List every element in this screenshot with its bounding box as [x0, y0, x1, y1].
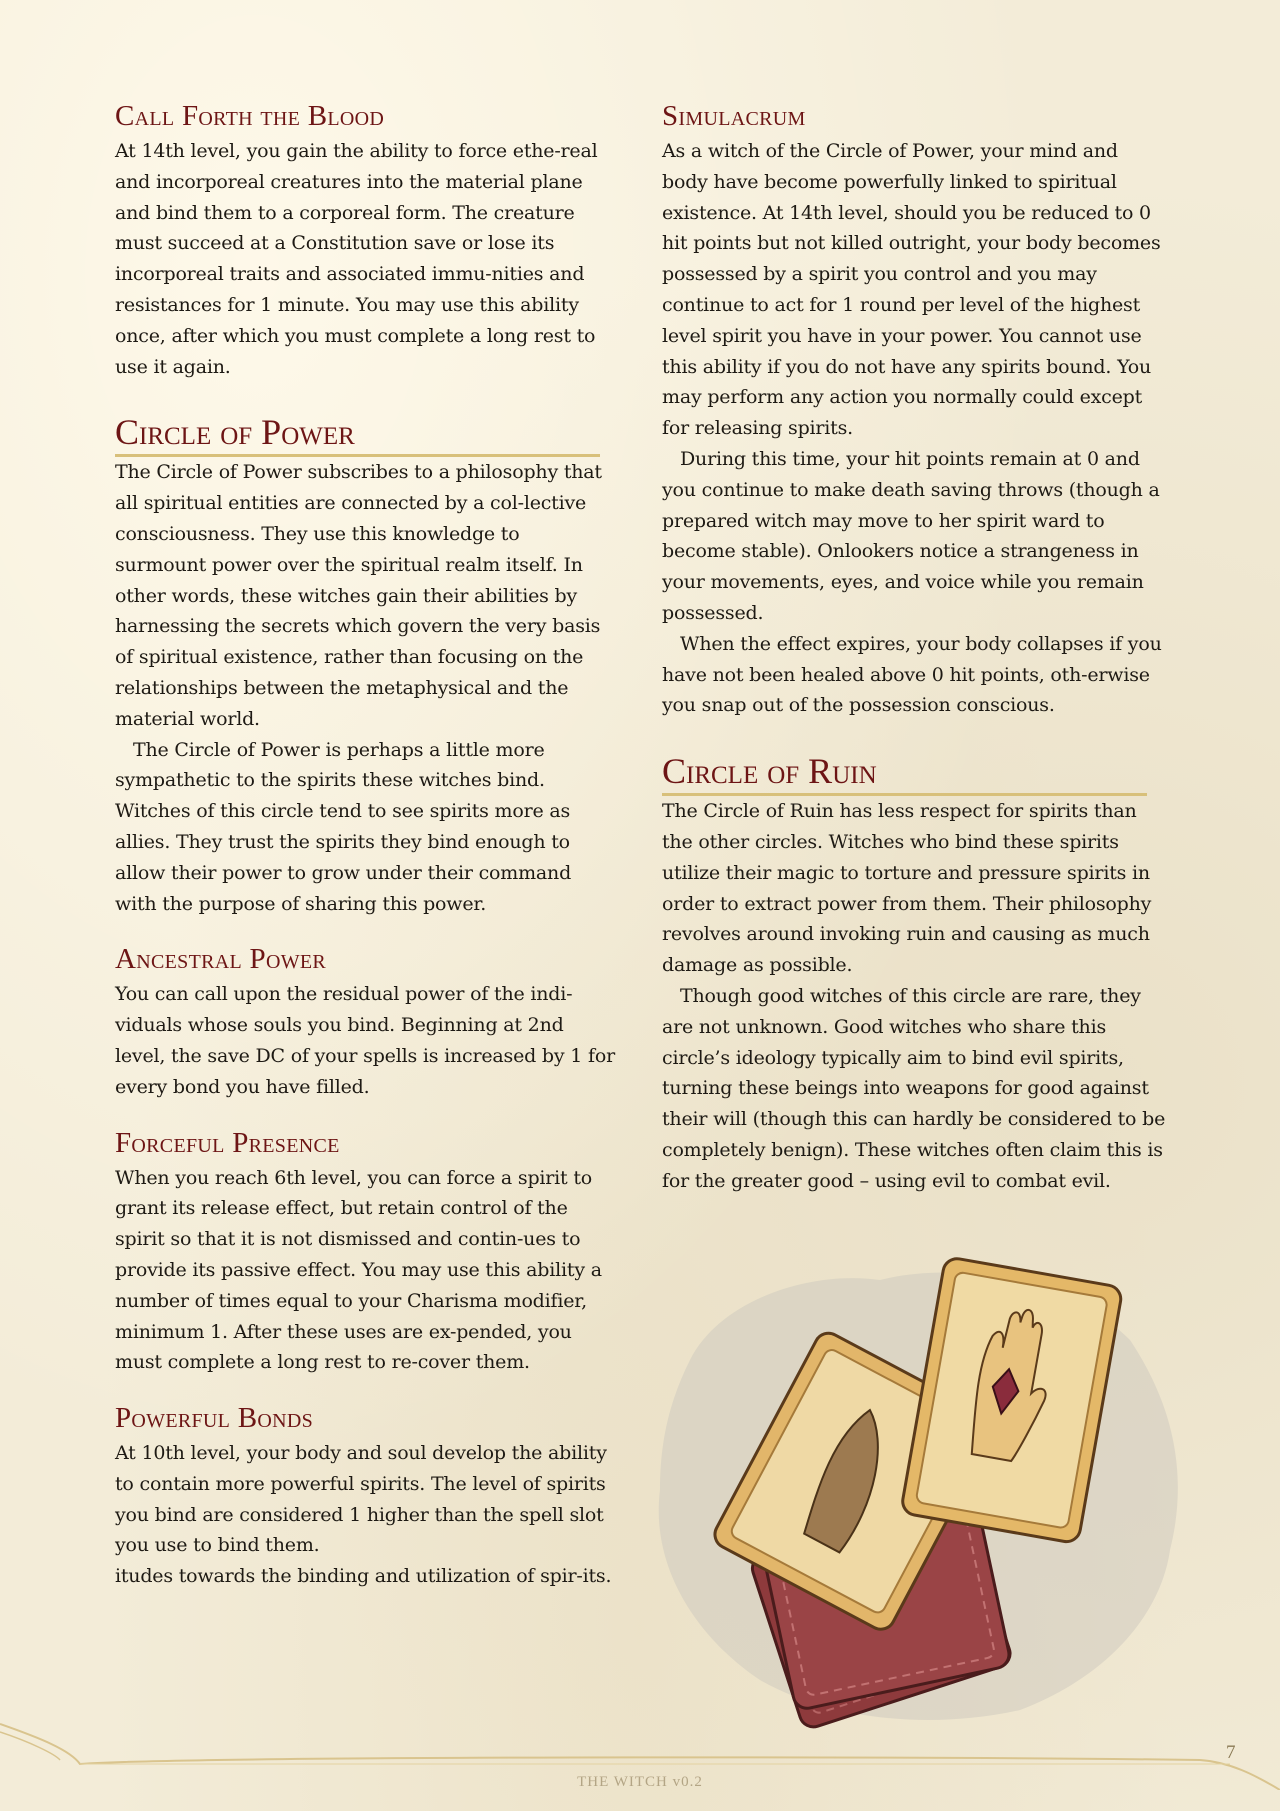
- right-column: [662, 96, 1167, 1197]
- forceful-presence-text: When you reach 6th level, you can force a spirit to grant its release effect, but retain control of the spirit so that it is not dismissed and contin-ues to provide its passive effect. You may use this ability a number of times equal to your Charisma modifier, minimum 1. After these uses are ex-pended, you must complete a long rest to re-cover them.: [115, 1166, 602, 1374]
- powerful-bonds-text: At 10th level, your body and soul develop the ability to contain more powerful spirits. The level of spirits you bind are considered 1 higher than the spell slot you use to bind them.: [115, 1442, 607, 1557]
- footer-title: THE WITCH v0.2: [577, 1774, 703, 1790]
- tarot-cards-illustration: [630, 1210, 1190, 1770]
- circle-of-power-heading: Circle of Power: [115, 410, 600, 457]
- call-forth-text: At 14th level, you gain the ability to force ethe-real and incorporeal creatures into the material plane and bind them to a corporeal form. The creature must succeed at a Constitution save or lose its incorporeal traits and associated immu-nities and resistances for 1 minute. You may use this ability once, after which you must complete a long rest to use it again.: [115, 140, 598, 378]
- call-forth-heading: Call Forth the Blood: [115, 100, 385, 132]
- forceful-presence-heading: Forceful Presence: [115, 1126, 340, 1159]
- powerful-bonds-heading: Powerful Bonds: [115, 1402, 314, 1435]
- ancestral-power-heading: Ancestral Power: [115, 943, 327, 976]
- powerful-bonds-fragment: itudes towards the binding and utilization of spir-its.: [115, 1565, 612, 1588]
- page-number: 7: [1226, 1742, 1236, 1763]
- simulacrum-p3: When the effect expires, your body collapses if you have not been healed above 0 hit points, oth-erwise you snap out of the possession conscious.: [662, 632, 1162, 717]
- circle-of-ruin-p1: The Circle of Ruin has less respect for spirits than the other circles. Witches who bind these spirits utilize their magic to torture and pressure spirits in order to extract power from them. Their philosophy revolves around invoking ruin and causing as much damage as possible.: [662, 800, 1152, 977]
- simulacrum-p1: As a witch of the Circle of Power, your mind and body have become powerfully linked to spiritual existence. At 14th level, should you be reduced to 0 hit points but not killed outright, your body becomes possessed by a spirit you control and you may continue to act for 1 round per level of the highest level spirit you have in your power. You cannot use this ability if you do not have any spirits bound. You may perform any action you normally could except for releasing spirits.: [662, 140, 1161, 440]
- simulacrum-heading: Simulacrum: [662, 100, 806, 132]
- circle-of-power-p2: The Circle of Power is perhaps a little more sympathetic to the spirits these witches bind. Witches of this circle tend to see spirits more as allies. They trust the spirits they bind enough to allow their power to grow under their command with the purpose of sharing this power.: [115, 738, 572, 915]
- circle-of-ruin-p2: Though good witches of this circle are rare, they are not unknown. Good witches who share this circle’s ideology typically aim to bind evil spirits, turning these beings into weapons for good against their will (though this can hardly be considered to be completely benign). These witches often claim this is for the greater good – using evil to combat evil.: [662, 984, 1166, 1192]
- ancestral-power-text: You can call upon the residual power of the indi-viduals whose souls you bind. Beginning at 2nd level, the save DC of your spells is increased by 1 for every bond you have filled.: [115, 983, 615, 1098]
- circle-of-power-p1: The Circle of Power subscribes to a philosophy that all spiritual entities are connected by a col-lective consciousness. They use this knowledge to surmount power over the spiritual realm itself. In other words, these witches gain their abilities by harnessing the secrets which govern the very basis of spiritual existence, rather than focusing on the relationships between the metaphysical and the material world.: [115, 461, 602, 730]
- circle-of-ruin-heading: Circle of Ruin: [662, 749, 1147, 796]
- left-column: [115, 96, 615, 1592]
- simulacrum-p2: During this time, your hit points remain at 0 and you continue to make death saving throws (though a prepared witch may move to her spirit ward to become stable). Onlookers notice a strangeness in your movements, eyes, and voice while you remain possessed.: [662, 447, 1160, 624]
